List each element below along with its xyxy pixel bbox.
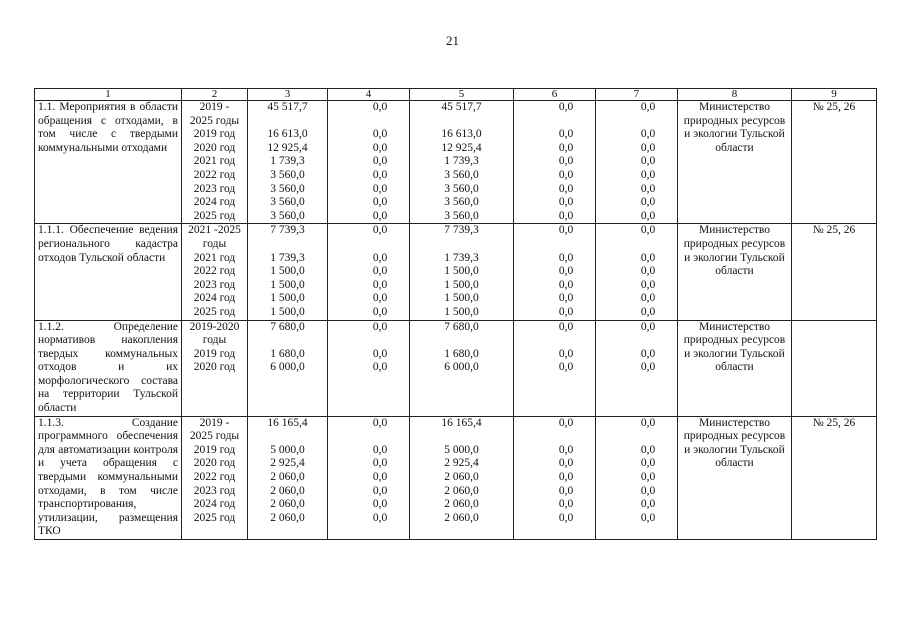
cell-value: 0,0	[640, 265, 656, 278]
cell-value: 2023 год	[193, 484, 236, 497]
cell-value: 2019 год	[193, 443, 236, 456]
cell-value: 0,0	[372, 443, 388, 456]
cell-value: 5 000,0	[270, 443, 305, 456]
cell-value: 0,0	[640, 361, 656, 374]
cell-value: 0,0	[372, 155, 388, 168]
cell-value: 0,0	[372, 278, 388, 291]
cell-value: 0,0	[558, 141, 574, 154]
cell-value: 0,0	[372, 196, 388, 209]
header-cell: 7	[596, 89, 678, 101]
federal-cell	[328, 416, 410, 539]
cell-value: 2025 годы	[189, 430, 240, 443]
table-row	[35, 224, 877, 320]
header-cell: 9	[792, 89, 877, 101]
total-cell	[248, 416, 328, 539]
cell-value: 0,0	[558, 511, 574, 524]
header-cell: 6	[514, 89, 596, 101]
budget-table	[34, 88, 877, 540]
cell-value: 0,0	[372, 361, 388, 374]
cell-value: 12 925,4	[441, 141, 482, 154]
cell-value: 1 500,0	[270, 305, 305, 318]
cell-value: 0,0	[558, 457, 574, 470]
cell-value: 2019 год	[193, 128, 236, 141]
cell-value	[354, 115, 406, 129]
cell-value: 2025 год	[193, 209, 236, 222]
extra-budget-cell	[596, 224, 678, 320]
cell-value	[622, 115, 674, 129]
cell-value: 0,0	[640, 471, 656, 484]
cell-value: 0,0	[372, 457, 388, 470]
cell-value: 0,0	[372, 484, 388, 497]
table-header-row	[35, 89, 877, 101]
cell-value: 1 500,0	[270, 278, 305, 291]
cell-value: 1 500,0	[444, 292, 479, 305]
cell-value: 3 560,0	[444, 196, 479, 209]
cell-value: 0,0	[640, 209, 656, 222]
activity-name-cell: 1.1.1. Обеспечение ведения регионального кадастра отходов Тульской области	[35, 224, 182, 320]
cell-value: 2 060,0	[444, 511, 479, 524]
cell-value: 0,0	[372, 471, 388, 484]
cell-value	[413, 238, 510, 252]
cell-value: 0,0	[372, 209, 388, 222]
cell-value: 3 560,0	[444, 182, 479, 195]
cell-value: 0,0	[558, 320, 574, 333]
cell-value: 2 060,0	[444, 484, 479, 497]
cell-value	[251, 115, 324, 129]
cell-value: 0,0	[640, 457, 656, 470]
cell-value: 0,0	[372, 320, 388, 333]
extra-budget-cell	[596, 101, 678, 224]
regional-cell	[410, 320, 514, 416]
reference-cell: № 25, 26	[792, 224, 877, 320]
cell-value: годы	[202, 237, 227, 250]
cell-value: 0,0	[558, 155, 574, 168]
cell-value: 0,0	[640, 251, 656, 264]
cell-value: 0,0	[558, 224, 574, 237]
cell-value: 6 000,0	[270, 361, 305, 374]
cell-value: 2022 год	[193, 265, 236, 278]
executor-cell: Министерство природных ресурсов и экологии Тульской области	[678, 320, 792, 416]
header-cell: 1	[35, 89, 182, 101]
executor-cell: Министерство природных ресурсов и экологии Тульской области	[678, 416, 792, 539]
cell-value: 0,0	[640, 443, 656, 456]
cell-value: 2024 год	[193, 196, 236, 209]
cell-value	[354, 334, 406, 348]
municipal-cell	[514, 320, 596, 416]
cell-value: 0,0	[558, 347, 574, 360]
cell-value	[413, 334, 510, 348]
cell-value: 2022 год	[193, 471, 236, 484]
cell-value: 0,0	[640, 347, 656, 360]
cell-value: 16 613,0	[441, 128, 482, 141]
cell-value: 2021 -2025	[188, 224, 241, 237]
cell-value: 0,0	[558, 484, 574, 497]
cell-value: 0,0	[558, 443, 574, 456]
federal-cell	[328, 320, 410, 416]
regional-cell	[410, 101, 514, 224]
cell-value: 1 500,0	[270, 292, 305, 305]
cell-value: 2025 годы	[189, 114, 240, 127]
cell-value: 1 739,3	[270, 251, 305, 264]
reference-cell	[792, 320, 877, 416]
cell-value: 2 060,0	[270, 511, 305, 524]
federal-cell	[328, 101, 410, 224]
cell-value	[622, 334, 674, 348]
cell-value: 16 165,4	[441, 416, 482, 429]
table-row	[35, 416, 877, 539]
cell-value: 3 560,0	[270, 182, 305, 195]
cell-value: 1 739,3	[444, 155, 479, 168]
cell-value: 0,0	[558, 416, 574, 429]
cell-value: 0,0	[558, 471, 574, 484]
cell-value: 1 500,0	[444, 265, 479, 278]
federal-cell	[328, 224, 410, 320]
cell-value: 2 060,0	[270, 484, 305, 497]
cell-value: 2020 год	[193, 141, 236, 154]
cell-value: 0,0	[640, 196, 656, 209]
cell-value: 2021 год	[193, 155, 236, 168]
municipal-cell	[514, 224, 596, 320]
cell-value: 12 925,4	[267, 141, 308, 154]
cell-value: 2 060,0	[270, 471, 305, 484]
cell-value: 2019 -	[199, 416, 230, 429]
cell-value: 5 000,0	[444, 443, 479, 456]
cell-value: 0,0	[558, 278, 574, 291]
cell-value: годы	[202, 334, 227, 347]
cell-value: 0,0	[640, 128, 656, 141]
cell-value: 0,0	[372, 141, 388, 154]
cell-value: 0,0	[372, 292, 388, 305]
activity-name-cell: 1.1.3. Создание программного обеспечения для автоматизации контроля и учета обращения с твердыми коммунальными отходами, в том числе транспортирования, утилизации, размещения ТКО	[35, 416, 182, 539]
cell-value: 0,0	[372, 224, 388, 237]
cell-value: 0,0	[558, 168, 574, 181]
cell-value: 0,0	[558, 292, 574, 305]
cell-value: 0,0	[558, 361, 574, 374]
cell-value: 7 739,3	[444, 224, 479, 237]
activity-name-cell: 1.1. Мероприятия в области обращения с отходами, в том числе с твердыми коммунальными отходами	[35, 101, 182, 224]
cell-value	[354, 238, 406, 252]
cell-value: 2025 год	[193, 511, 236, 524]
cell-value: 0,0	[558, 128, 574, 141]
cell-value: 0,0	[558, 251, 574, 264]
cell-value: 0,0	[558, 196, 574, 209]
table-row	[35, 101, 877, 224]
cell-value	[540, 334, 592, 348]
cell-value: 2 060,0	[270, 498, 305, 511]
table-row	[35, 320, 877, 416]
cell-value: 2020 год	[193, 361, 236, 374]
cell-value: 2019 -	[199, 101, 230, 113]
cell-value: 0,0	[640, 416, 656, 429]
cell-value: 0,0	[640, 498, 656, 511]
cell-value: 1 500,0	[444, 305, 479, 318]
cell-value	[540, 238, 592, 252]
cell-value: 2025 год	[193, 305, 236, 318]
cell-value: 2019 год	[193, 347, 236, 360]
executor-cell: Министерство природных ресурсов и экологии Тульской области	[678, 224, 792, 320]
cell-value: 1 739,3	[270, 155, 305, 168]
cell-value: 0,0	[640, 320, 656, 333]
cell-value: 0,0	[640, 278, 656, 291]
cell-value	[413, 115, 510, 129]
cell-value	[413, 430, 510, 444]
cell-value: 45 517,7	[267, 101, 308, 113]
regional-cell	[410, 224, 514, 320]
cell-value: 0,0	[372, 101, 388, 113]
cell-value: 7 680,0	[444, 320, 479, 333]
cell-value: 3 560,0	[444, 168, 479, 181]
cell-value: 0,0	[640, 155, 656, 168]
cell-value: 0,0	[640, 141, 656, 154]
reference-cell: № 25, 26	[792, 416, 877, 539]
cell-value	[354, 430, 406, 444]
cell-value: 2021 год	[193, 251, 236, 264]
cell-value: 6 000,0	[444, 361, 479, 374]
cell-value: 2 925,4	[444, 457, 479, 470]
cell-value: 0,0	[640, 305, 656, 318]
cell-value	[622, 430, 674, 444]
cell-value: 7 739,3	[270, 224, 305, 237]
cell-value: 0,0	[372, 182, 388, 195]
extra-budget-cell	[596, 320, 678, 416]
cell-value: 16 613,0	[267, 128, 308, 141]
cell-value: 0,0	[372, 251, 388, 264]
header-cell: 2	[182, 89, 248, 101]
cell-value: 0,0	[640, 224, 656, 237]
cell-value: 0,0	[558, 265, 574, 278]
cell-value	[251, 430, 324, 444]
cell-value: 0,0	[640, 484, 656, 497]
cell-value: 0,0	[558, 498, 574, 511]
cell-value: 0,0	[372, 265, 388, 278]
cell-value	[622, 238, 674, 252]
cell-value: 45 517,7	[441, 101, 482, 113]
cell-value: 2022 год	[193, 168, 236, 181]
cell-value: 0,0	[558, 182, 574, 195]
cell-value: 0,0	[372, 128, 388, 141]
cell-value: 1 500,0	[444, 278, 479, 291]
cell-value	[540, 115, 592, 129]
header-cell: 4	[328, 89, 410, 101]
extra-budget-cell	[596, 416, 678, 539]
header-cell: 3	[248, 89, 328, 101]
cell-value: 3 560,0	[270, 196, 305, 209]
cell-value: 16 165,4	[267, 416, 308, 429]
cell-value: 2 060,0	[444, 471, 479, 484]
cell-value: 0,0	[640, 168, 656, 181]
cell-value: 3 560,0	[444, 209, 479, 222]
cell-value	[251, 238, 324, 252]
cell-value: 1 739,3	[444, 251, 479, 264]
cell-value: 0,0	[558, 209, 574, 222]
cell-value: 0,0	[640, 182, 656, 195]
cell-value: 3 560,0	[270, 168, 305, 181]
header-cell: 5	[410, 89, 514, 101]
cell-value: 2019-2020	[189, 320, 240, 333]
total-cell	[248, 101, 328, 224]
cell-value: 0,0	[372, 347, 388, 360]
cell-value: 7 680,0	[270, 320, 305, 333]
cell-value: 1 500,0	[270, 265, 305, 278]
cell-value: 0,0	[372, 511, 388, 524]
cell-value: 3 560,0	[270, 209, 305, 222]
cell-value	[251, 334, 324, 348]
period-cell	[182, 416, 248, 539]
cell-value: 2024 год	[193, 498, 236, 511]
cell-value	[540, 430, 592, 444]
page-number: 21	[446, 33, 459, 48]
cell-value: 2023 год	[193, 278, 236, 291]
cell-value: 0,0	[372, 416, 388, 429]
period-cell	[182, 224, 248, 320]
cell-value: 2 060,0	[444, 498, 479, 511]
cell-value: 2020 год	[193, 457, 236, 470]
reference-cell: № 25, 26	[792, 101, 877, 224]
period-cell	[182, 320, 248, 416]
cell-value: 0,0	[372, 168, 388, 181]
cell-value: 1 680,0	[270, 347, 305, 360]
cell-value: 1 680,0	[444, 347, 479, 360]
activity-name-cell: 1.1.2. Определение нормативов накопления твердых коммунальных отходов и их морфологического состава на территории Тульской области	[35, 320, 182, 416]
cell-value: 0,0	[372, 498, 388, 511]
executor-cell: Министерство природных ресурсов и экологии Тульской области	[678, 101, 792, 224]
regional-cell	[410, 416, 514, 539]
cell-value: 0,0	[640, 511, 656, 524]
cell-value: 0,0	[558, 305, 574, 318]
header-cell: 8	[678, 89, 792, 101]
total-cell	[248, 224, 328, 320]
cell-value: 0,0	[558, 101, 574, 113]
total-cell	[248, 320, 328, 416]
municipal-cell	[514, 416, 596, 539]
cell-value: 2024 год	[193, 292, 236, 305]
municipal-cell	[514, 101, 596, 224]
cell-value: 2 925,4	[270, 457, 305, 470]
cell-value: 0,0	[372, 305, 388, 318]
period-cell	[182, 101, 248, 224]
cell-value: 2023 год	[193, 182, 236, 195]
cell-value: 0,0	[640, 292, 656, 305]
cell-value: 0,0	[640, 101, 656, 113]
